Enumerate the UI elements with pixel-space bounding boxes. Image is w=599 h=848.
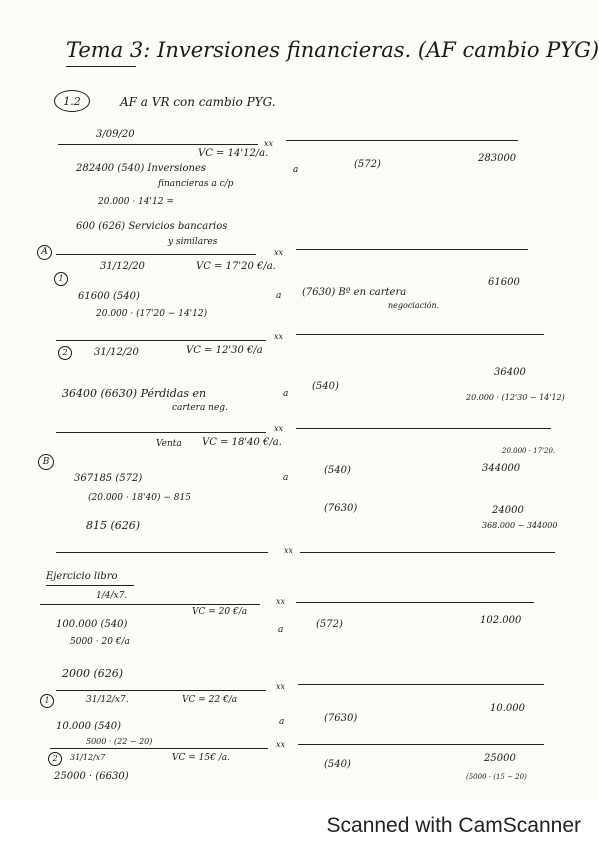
exercise-calc1: 5000 · 20 €/a [70, 637, 130, 647]
entry3-a: a [283, 389, 289, 399]
entry4-rule-right [296, 428, 551, 429]
entry3-date: 31/12/20 [94, 347, 139, 358]
entry1-credit: (572) [354, 159, 381, 170]
exercise-date: 1/4/x7. [96, 591, 128, 601]
exercise3-debit: 25000 · (6630) [54, 771, 129, 782]
entry1-vc: VC = 14'12/a. [198, 148, 269, 159]
entry3-num: 2 [58, 346, 72, 360]
entry1-debit2: 600 (626) Servicios bancarios [76, 221, 228, 232]
exercise-credit: (572) [316, 619, 343, 630]
entry2-debit: 61600 (540) [78, 291, 140, 302]
exercise2-amount: 10.000 [490, 703, 525, 714]
entry2-credit2: negociación. [388, 301, 440, 310]
exercise3-num: 2 [48, 752, 62, 766]
exercise2-rule-right [298, 684, 544, 685]
entry2-vc: VC = 17'20 €/a. [196, 261, 276, 272]
page-title: Tema 3: Inversiones financieras. (AF cambio PYG) [66, 38, 599, 62]
exercise-amount: 102.000 [480, 615, 522, 626]
entry1-rule-left [58, 144, 258, 145]
exercise3-calc: (5000 · (15 − 20) [466, 773, 527, 781]
entry3-rule-left [56, 340, 266, 341]
entry4-calc1: (20.000 · 18'40) − 815 [88, 493, 191, 503]
entry4-debit1: 367185 (572) [74, 473, 143, 484]
entry4-debit2: 815 (626) [86, 519, 141, 532]
exercise-vc: VC = 20 €/a [192, 607, 248, 617]
exercise-heading: Ejercicio libro [46, 571, 118, 582]
entry4-credit2: (7630) [324, 503, 358, 514]
exercise3-sep: xx [276, 740, 286, 749]
entry3-sep: xx [274, 332, 284, 341]
entry5-rule-right [300, 552, 555, 553]
exercise2-a: a [279, 717, 285, 727]
entry2-date: 31/12/20 [100, 261, 145, 272]
entry3-credit: (540) [312, 381, 339, 392]
entry2-a: a [276, 291, 282, 301]
entry4-note: 20.000 · 17'20. [502, 447, 556, 455]
entry2-rule-left [56, 254, 256, 255]
circle-B: B [38, 454, 54, 470]
entry1-amount: 283000 [478, 153, 517, 164]
entry3-rule-right [296, 334, 544, 335]
exercise3-date: 31/12/x7 [70, 753, 106, 762]
entry3-debit2: cartera neg. [172, 403, 228, 413]
exercise3-vc: VC = 15€ /a. [172, 753, 230, 763]
camscanner-watermark: Scanned with CamScanner [326, 814, 581, 837]
exercise2-num: 1 [40, 694, 54, 708]
section-number-circle: 1.2 [54, 90, 90, 112]
entry1-date: 3/09/20 [96, 129, 135, 140]
exercise-debit2: 2000 (626) [62, 667, 124, 680]
entry4-label: Venta [156, 439, 182, 449]
entry3-vc: VC = 12'30 €/a [186, 345, 263, 356]
entry1-sep: xx [264, 139, 274, 148]
entry4-calc2: 368.000 − 344000 [482, 521, 558, 530]
entry4-sep: xx [274, 424, 284, 433]
entry2-credit: (7630) Bº en cartera [302, 287, 407, 298]
entry1-debit2b: y similares [168, 237, 218, 247]
entry3-debit: 36400 (6630) Pérdidas en [62, 387, 207, 400]
entry1-rule-right [286, 140, 518, 141]
entry1-debit1: 282400 (540) Inversiones [76, 163, 206, 174]
exercise2-sep: xx [276, 682, 286, 691]
entry4-vc: VC = 18'40 €/a. [202, 437, 282, 448]
exercise2-calc: 5000 · (22 − 20) [86, 737, 153, 746]
exercise2-credit: (7630) [324, 713, 358, 724]
exercise2-debit: 10.000 (540) [56, 721, 122, 732]
entry2-rule-right [296, 249, 528, 250]
exercise2-rule-left [56, 690, 266, 691]
exercise2-vc: VC = 22 €/a [182, 695, 238, 705]
exercise3-rule-left [50, 748, 268, 749]
entry2-sep: xx [274, 248, 284, 257]
exercise-heading-underline [46, 585, 134, 586]
entry1-calc: 20.000 · 14'12 = [98, 197, 174, 207]
title-underline [66, 66, 136, 67]
exercise-sep: xx [276, 597, 286, 606]
exercise-rule-right [296, 602, 534, 603]
section-heading: AF a VR con cambio PYG. [120, 95, 276, 109]
entry3-amount: 36400 [494, 367, 526, 378]
exercise3-rule-right [298, 744, 544, 745]
entry2-calc: 20.000 · (17'20 − 14'12) [96, 309, 208, 319]
entry4-credit1: (540) [324, 465, 351, 476]
entry2-num: 1 [54, 272, 68, 286]
entry5-sep: xx [284, 546, 294, 555]
entry3-calc: 20.000 · (12'30 − 14'12) [466, 393, 565, 402]
circle-A: A [37, 245, 52, 260]
entry4-rule-left [56, 432, 266, 433]
entry4-amount2: 24000 [492, 505, 524, 516]
entry4-a: a [283, 473, 289, 483]
exercise-debit1: 100.000 (540) [56, 619, 128, 630]
exercise3-amount: 25000 [484, 753, 516, 764]
exercise2-date: 31/12/x7. [86, 695, 129, 705]
entry2-amount: 61600 [488, 277, 520, 288]
entry1-a: a [293, 165, 299, 175]
entry5-rule-left [56, 552, 268, 553]
exercise-a: a [278, 625, 284, 635]
entry1-debit1b: financieras a c/p [158, 179, 234, 189]
entry4-amount1: 344000 [482, 463, 521, 474]
exercise-rule-left [40, 604, 260, 605]
exercise3-credit: (540) [324, 759, 351, 770]
